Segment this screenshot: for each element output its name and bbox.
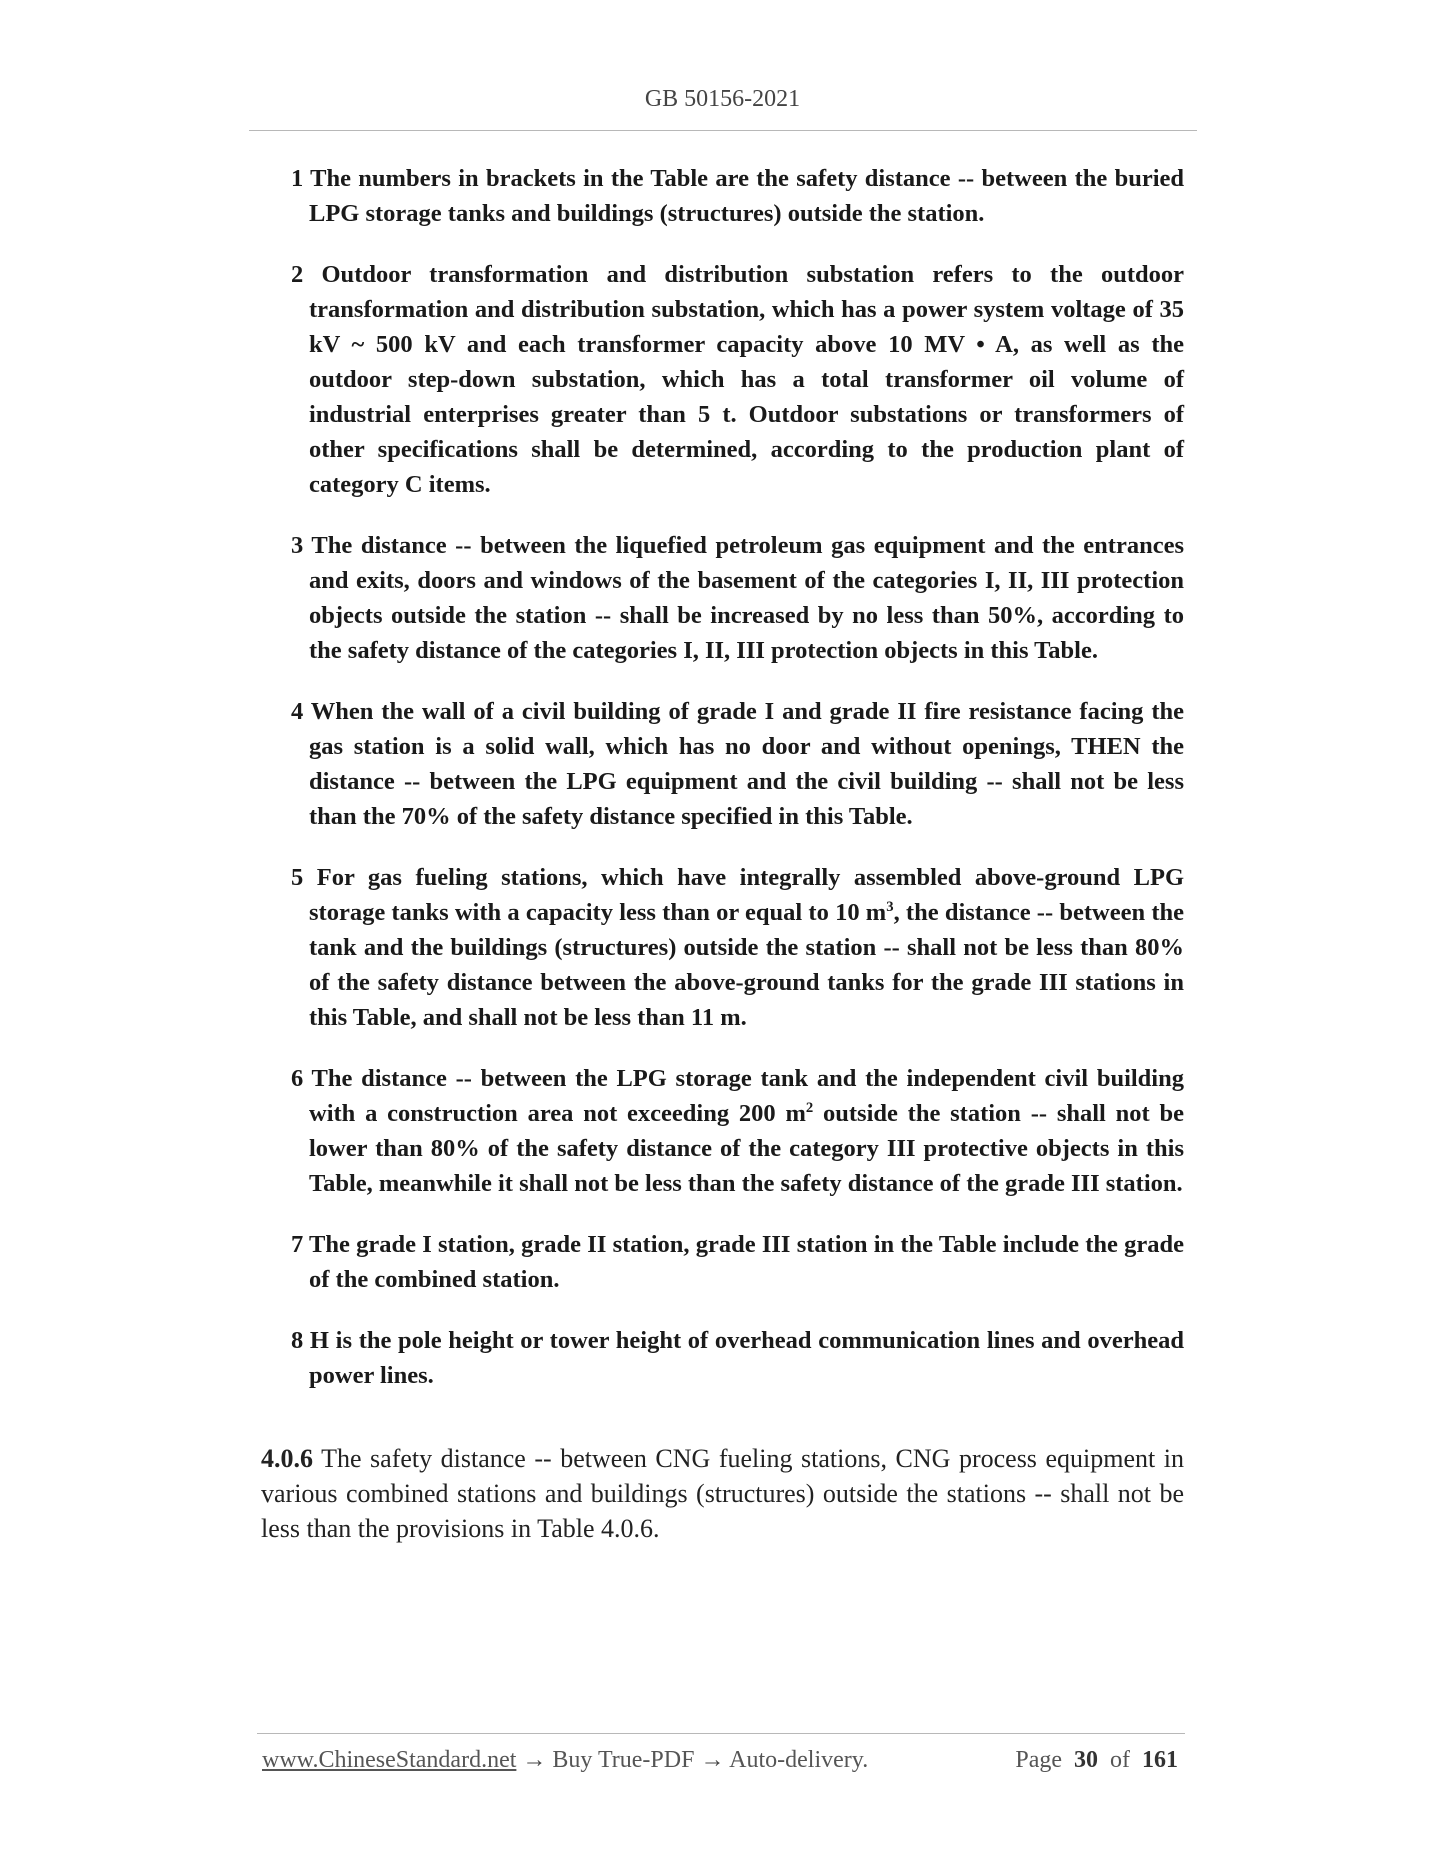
clause-text: The safety distance -- between CNG fueling stations, CNG process equipment in various combined stations and buildings (structures) outside the stations -- shall not be less than the provisions in Table 4.0.6. <box>261 1444 1184 1543</box>
website-link[interactable]: www.ChineseStandard.net <box>262 1747 517 1773</box>
note-1: 1 The numbers in brackets in the Table are the safety distance -- between the buried LPG storage tanks and buildings (structures) outside the station. <box>291 165 1184 227</box>
note-5 <box>291 860 1184 1035</box>
page-number <box>1015 1747 1178 1774</box>
clause-4-0-6 <box>261 1441 1184 1546</box>
page-current: 30 <box>1074 1747 1098 1773</box>
note-4: 4 When the wall of a civil building of grade I and grade II fire resistance facing the gas station is a solid wall, which has no door and without openings, THEN the distance -- between the LPG equipment and the civil building -- shall not be less than the 70% of the safety distance specified in this Table. <box>291 698 1184 830</box>
note-6-text-b: outside the station -- shall not be lower than 80% of the safety distance of the category III protective objects in this Table, meanwhile it shall not be less than the safety distance of the grade III station. <box>309 1100 1184 1197</box>
note-5-superscript: 3 <box>886 898 894 915</box>
clause-number: 4.0.6 <box>261 1444 313 1473</box>
footer-links <box>262 1747 868 1774</box>
auto-delivery-text: Auto-delivery. <box>724 1747 869 1773</box>
note-6 <box>291 1061 1184 1201</box>
page-header-title: GB 50156-2021 <box>644 86 801 112</box>
note-5-text-a: 5 For gas fueling stations, which have integrally assembled above-ground LPG storage tanks with a capacity less than or equal to 10 m <box>291 864 1184 926</box>
note-7: 7 The grade I station, grade II station, grade III station in the Table include the grade of the combined station. <box>291 1231 1184 1293</box>
page-total: 161 <box>1142 1747 1178 1773</box>
note-5-text-b: , the distance -- between the tank and the buildings (structures) outside the station -- shall not be less than 80% of the safety distance between the above-ground tanks for the grade III stations in this Table, and shall not be less than 11 m. <box>309 899 1184 1031</box>
arrow-right-icon: → <box>522 1747 547 1773</box>
table-notes <box>291 161 1184 1419</box>
header-divider <box>249 130 1197 131</box>
page-of: of <box>1110 1747 1130 1773</box>
note-8: 8 H is the pole height or tower height of overhead communication lines and overhead power lines. <box>291 1327 1184 1389</box>
note-6-superscript: 2 <box>805 1099 814 1116</box>
arrow-right-icon: → <box>700 1747 725 1773</box>
buy-true-pdf-text: Buy True-PDF <box>546 1747 701 1773</box>
footer-divider <box>257 1733 1185 1734</box>
note-3: 3 The distance -- between the liquefied petroleum gas equipment and the entrances and exits, doors and windows of the basement of the categories I, II, III protection objects outside the station -- shall be increased by no less than 50%, according to the safety distance of the categories I, II, III protection objects in this Table. <box>291 532 1184 664</box>
note-6-text-a: 6 The distance -- between the LPG storage tank and the independent civil building with a construction area not exceeding 200 m <box>291 1065 1184 1127</box>
note-2: 2 Outdoor transformation and distribution substation refers to the outdoor transformation and distribution substation, which has a power system voltage of 35 kV ~ 500 kV and each transformer capacity above 10 MV • A, as well as the outdoor step-down substation, which has a total transformer oil volume of industrial enterprises greater than 5 t. Outdoor substations or transformers of other specifications shall be determined, according to the production plant of category C items. <box>291 261 1184 498</box>
page-label: Page <box>1015 1747 1062 1773</box>
